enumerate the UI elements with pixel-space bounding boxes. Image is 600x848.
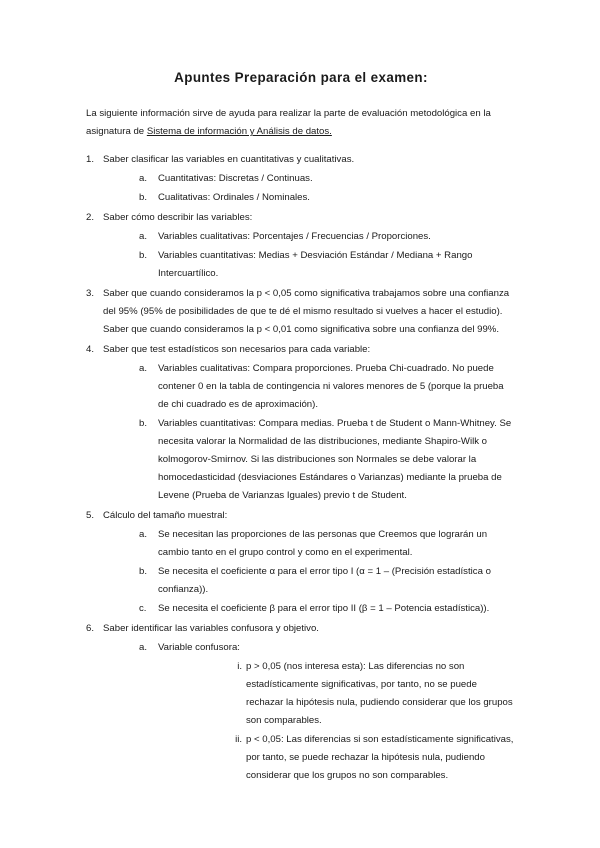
sub-item-text: Cualitativas: Ordinales / Nominales.	[158, 192, 310, 203]
sub-item-text: Variables cuantitativas: Compara medias. Prueba t de Student o Mann-Whitney. Se necesita valorar la Normalidad de las distribuciones, mediante Shapiro-Wilk o kolmogorov-Smirnov. Si las distribuciones son Normales se debe valorar la homocedasticidad (desviaciones Estándares o Varianzas) mediante la prueba de Levene (Prueba de Varianzas Iguales) previo t de Student.	[158, 418, 512, 501]
sub-item-number: a.	[139, 642, 148, 653]
intro-subject: Sistema de información y Análisis de datos.	[146, 126, 332, 137]
item-text: Saber cómo describir las variables:	[103, 212, 253, 223]
sub-item-text: Variables cualitativas: Porcentajes / Frecuencias / Proporciones.	[158, 231, 431, 242]
intro-text: La siguiente información sirve de ayuda para realizar la parte de evaluación metodológica en la asignatura de	[86, 108, 491, 137]
sub-sub-list	[158, 658, 516, 785]
sub-item-number: a.	[139, 529, 148, 540]
sub-list	[103, 360, 516, 505]
item-text: Saber clasificar las variables en cuantitativas y cualitativas.	[103, 154, 355, 165]
sub-item	[103, 189, 516, 207]
sub-item-text: Variables cualitativas: Compara proporciones. Prueba Chi-cuadrado. No puede contener 0 en la tabla de contingencia ni valores menores de 5 (porque la prueba de chi cuadrado es de aproximación).	[158, 363, 504, 410]
sub-list	[103, 639, 516, 785]
sub-sub-item-text: p < 0,05: Las diferencias si son estadísticamente significativas, por tanto, se puede rechazar la hipótesis nula, pudiendo considerar que los grupos no son comparables.	[246, 734, 514, 781]
sub-item-number: a.	[139, 173, 148, 184]
sub-item-number: b.	[139, 418, 148, 429]
list-item-4	[86, 341, 516, 505]
sub-sub-item	[158, 731, 516, 785]
sub-sub-item	[158, 658, 516, 730]
sub-item	[103, 639, 516, 785]
list-item-2	[86, 209, 516, 283]
intro-paragraph	[86, 105, 516, 141]
sub-item-text: Variables cuantitativas: Medias + Desviación Estándar / Mediana + Rango Intercuartílico.	[158, 250, 473, 279]
sub-item	[103, 247, 516, 283]
item-number: 2.	[86, 212, 95, 223]
sub-item-text: Variable confusora:	[158, 642, 240, 653]
sub-item-text: Se necesita el coeficiente α para el error tipo I (α = 1 – (Precisión estadística o confianza)).	[158, 566, 491, 595]
sub-item-number: a.	[139, 363, 148, 374]
item-number: 3.	[86, 288, 95, 299]
item-number: 4.	[86, 344, 95, 355]
list-item-3	[86, 285, 516, 339]
sub-item-number: b.	[139, 566, 148, 577]
item-text: Saber identificar las variables confusora y objetivo.	[103, 623, 319, 634]
item-text: Saber que cuando consideramos la p < 0,05 como significativa trabajamos sobre una confianza del 95% (95% de posibilidades de que te dé el mismo resultado si vuelves a hacer el estudio). Saber que cuando consideramos la p < 0,01 como significativa sobre una confianza del 99%.	[103, 288, 510, 335]
list-item-6	[86, 620, 516, 785]
sub-sub-item-number: i.	[237, 661, 242, 672]
main-list	[86, 151, 516, 785]
sub-list	[103, 170, 516, 207]
sub-item-text: Se necesitan las proporciones de las personas que Creemos que lograrán un cambio tanto en el grupo control y como en el experimental.	[158, 529, 488, 558]
sub-item	[103, 228, 516, 246]
list-item-5	[86, 507, 516, 618]
sub-item	[103, 170, 516, 188]
sub-item-number: b.	[139, 250, 148, 261]
sub-list	[103, 228, 516, 283]
sub-list	[103, 526, 516, 618]
sub-item	[103, 526, 516, 562]
sub-item	[103, 360, 516, 414]
sub-item	[103, 415, 516, 505]
item-text: Cálculo del tamaño muestral:	[103, 510, 228, 521]
sub-item-number: c.	[139, 603, 147, 614]
list-item-1	[86, 151, 516, 207]
sub-item	[103, 600, 516, 618]
sub-item-number: a.	[139, 231, 148, 242]
item-number: 1.	[86, 154, 95, 165]
item-text: Saber que test estadísticos son necesarios para cada variable:	[103, 344, 371, 355]
page-title: Apuntes Preparación para el examen:	[174, 70, 428, 85]
item-number: 6.	[86, 623, 95, 634]
sub-sub-item-number: ii.	[235, 734, 242, 745]
item-number: 5.	[86, 510, 95, 521]
sub-item-number: b.	[139, 192, 148, 203]
sub-item-text: Se necesita el coeficiente β para el error tipo II (β = 1 – Potencia estadística)).	[158, 603, 490, 614]
sub-item-text: Cuantitativas: Discretas / Continuas.	[158, 173, 313, 184]
sub-item	[103, 563, 516, 599]
sub-sub-item-text: p > 0,05 (nos interesa esta): Las diferencias no son estadísticamente significativas, por tanto, no se puede rechazar la hipótesis nula, pudiendo considerar que los grupos son comparables.	[246, 661, 513, 726]
